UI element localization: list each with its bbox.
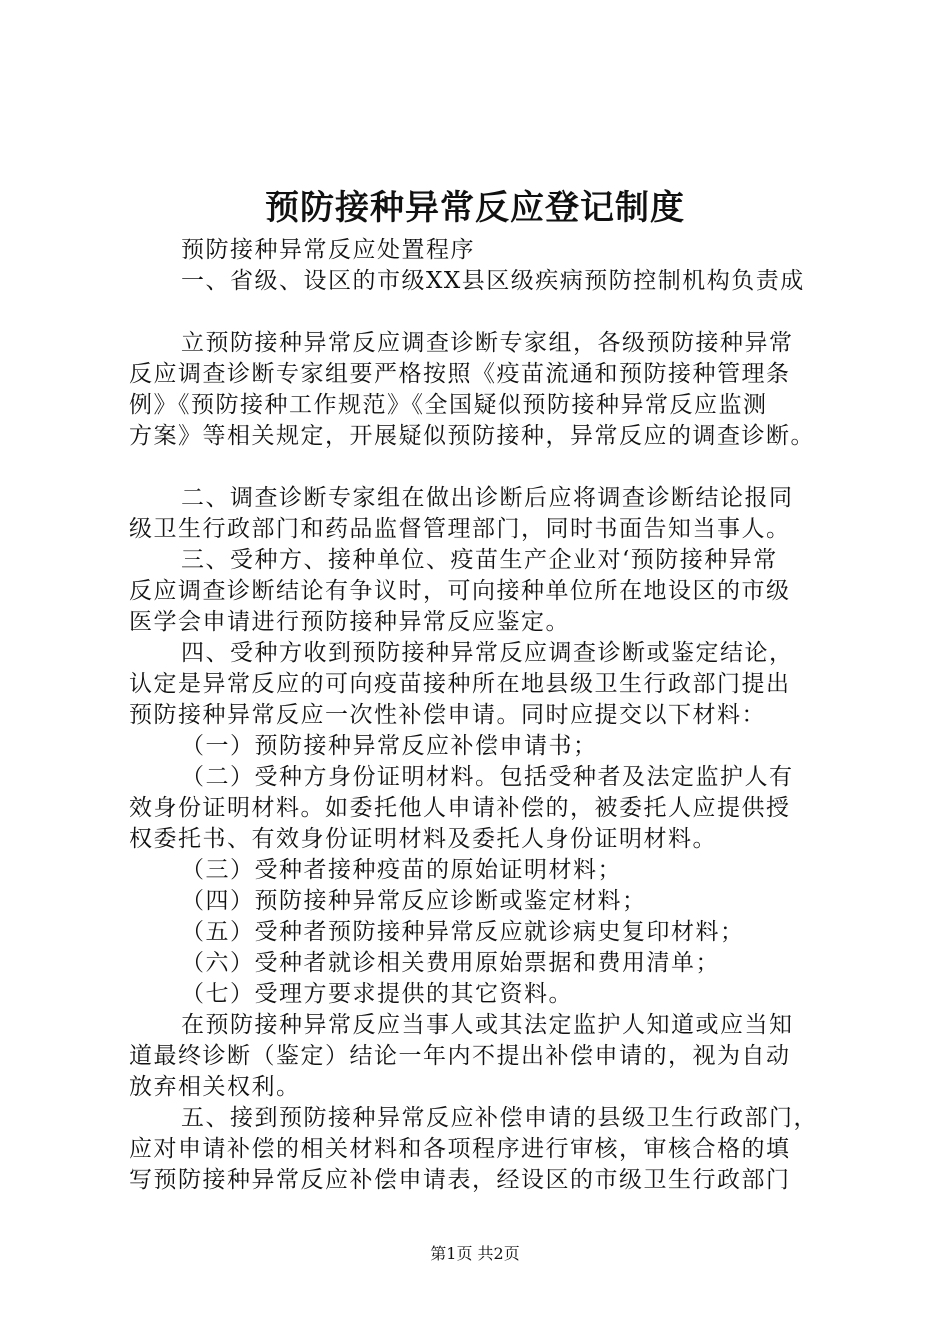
text-line: （六）受种者就诊相关费用原始票据和费用清单；	[181, 950, 720, 976]
text-line: 在预防接种异常反应当事人或其法定监护人知道或应当知	[181, 1012, 794, 1038]
text-line: 五、接到预防接种异常反应补偿申请的县级卫生行政部门，	[181, 1105, 818, 1131]
text-line: （三）受种者接种疫苗的原始证明材料；	[181, 857, 622, 883]
text-line: 反应调查诊断结论有争议时，可向接种单位所在地设区的市级	[129, 578, 791, 604]
text-line: 级卫生行政部门和药品监督管理部门，同时书面告知当事人。	[129, 516, 791, 542]
text-line: 一、省级、设区的市级XX县区级疾病预防控制机构负责成	[181, 268, 805, 294]
text-line: （二）受种方身份证明材料。包括受种者及法定监护人有	[181, 764, 794, 790]
text-line: 二、调查诊断专家组在做出诊断后应将调查诊断结论报同	[181, 485, 794, 511]
text-line: 预防接种异常反应一次性补偿申请。同时应提交以下材料：	[129, 702, 766, 728]
text-line: 写预防接种异常反应补偿申请表，经设区的市级卫生行政部门	[129, 1167, 791, 1193]
text-line: 例》《预防接种工作规范》《全国疑似预防接种异常反应监测	[129, 392, 768, 418]
text-line: （五）受种者预防接种异常反应就诊病史复印材料；	[181, 919, 745, 945]
text-line: 放弃相关权利。	[129, 1074, 301, 1100]
document-title: 预防接种异常反应登记制度	[265, 188, 685, 228]
text-line: 预防接种异常反应处置程序	[181, 237, 475, 263]
text-line: 权委托书、有效身份证明材料及委托人身份证明材料。	[129, 826, 717, 852]
text-line: （四）预防接种异常反应诊断或鉴定材料；	[181, 888, 647, 914]
text-line: 医学会申请进行预防接种异常反应鉴定。	[129, 609, 570, 635]
text-line: 效身份证明材料。如委托他人申请补偿的，被委托人应提供授	[129, 795, 791, 821]
text-line: 方案》等相关规定，开展疑似预防接种，异常反应的调查诊断。	[129, 423, 815, 449]
text-line: 应对申请补偿的相关材料和各项程序进行审核，审核合格的填	[129, 1136, 791, 1162]
text-line: 道最终诊断（鉴定）结论一年内不提出补偿申请的，视为自动	[129, 1043, 791, 1069]
text-line: 反应调查诊断专家组要严格按照《疫苗流通和预防接种管理条	[129, 361, 791, 387]
text-line: 三、受种方、接种单位、疫苗生产企业对‘预防接种异常	[181, 547, 778, 573]
text-line: 立预防接种异常反应调查诊断专家组，各级预防接种异常	[181, 330, 794, 356]
text-line: （一）预防接种异常反应补偿申请书；	[181, 733, 598, 759]
text-line: 认定是异常反应的可向疫苗接种所在地县级卫生行政部门提出	[129, 671, 791, 697]
text-line: （七）受理方要求提供的其它资料。	[181, 981, 573, 1007]
text-line: 四、受种方收到预防接种异常反应调查诊断或鉴定结论，	[181, 640, 794, 666]
page-footer: 第1页 共2页	[430, 1244, 520, 1263]
